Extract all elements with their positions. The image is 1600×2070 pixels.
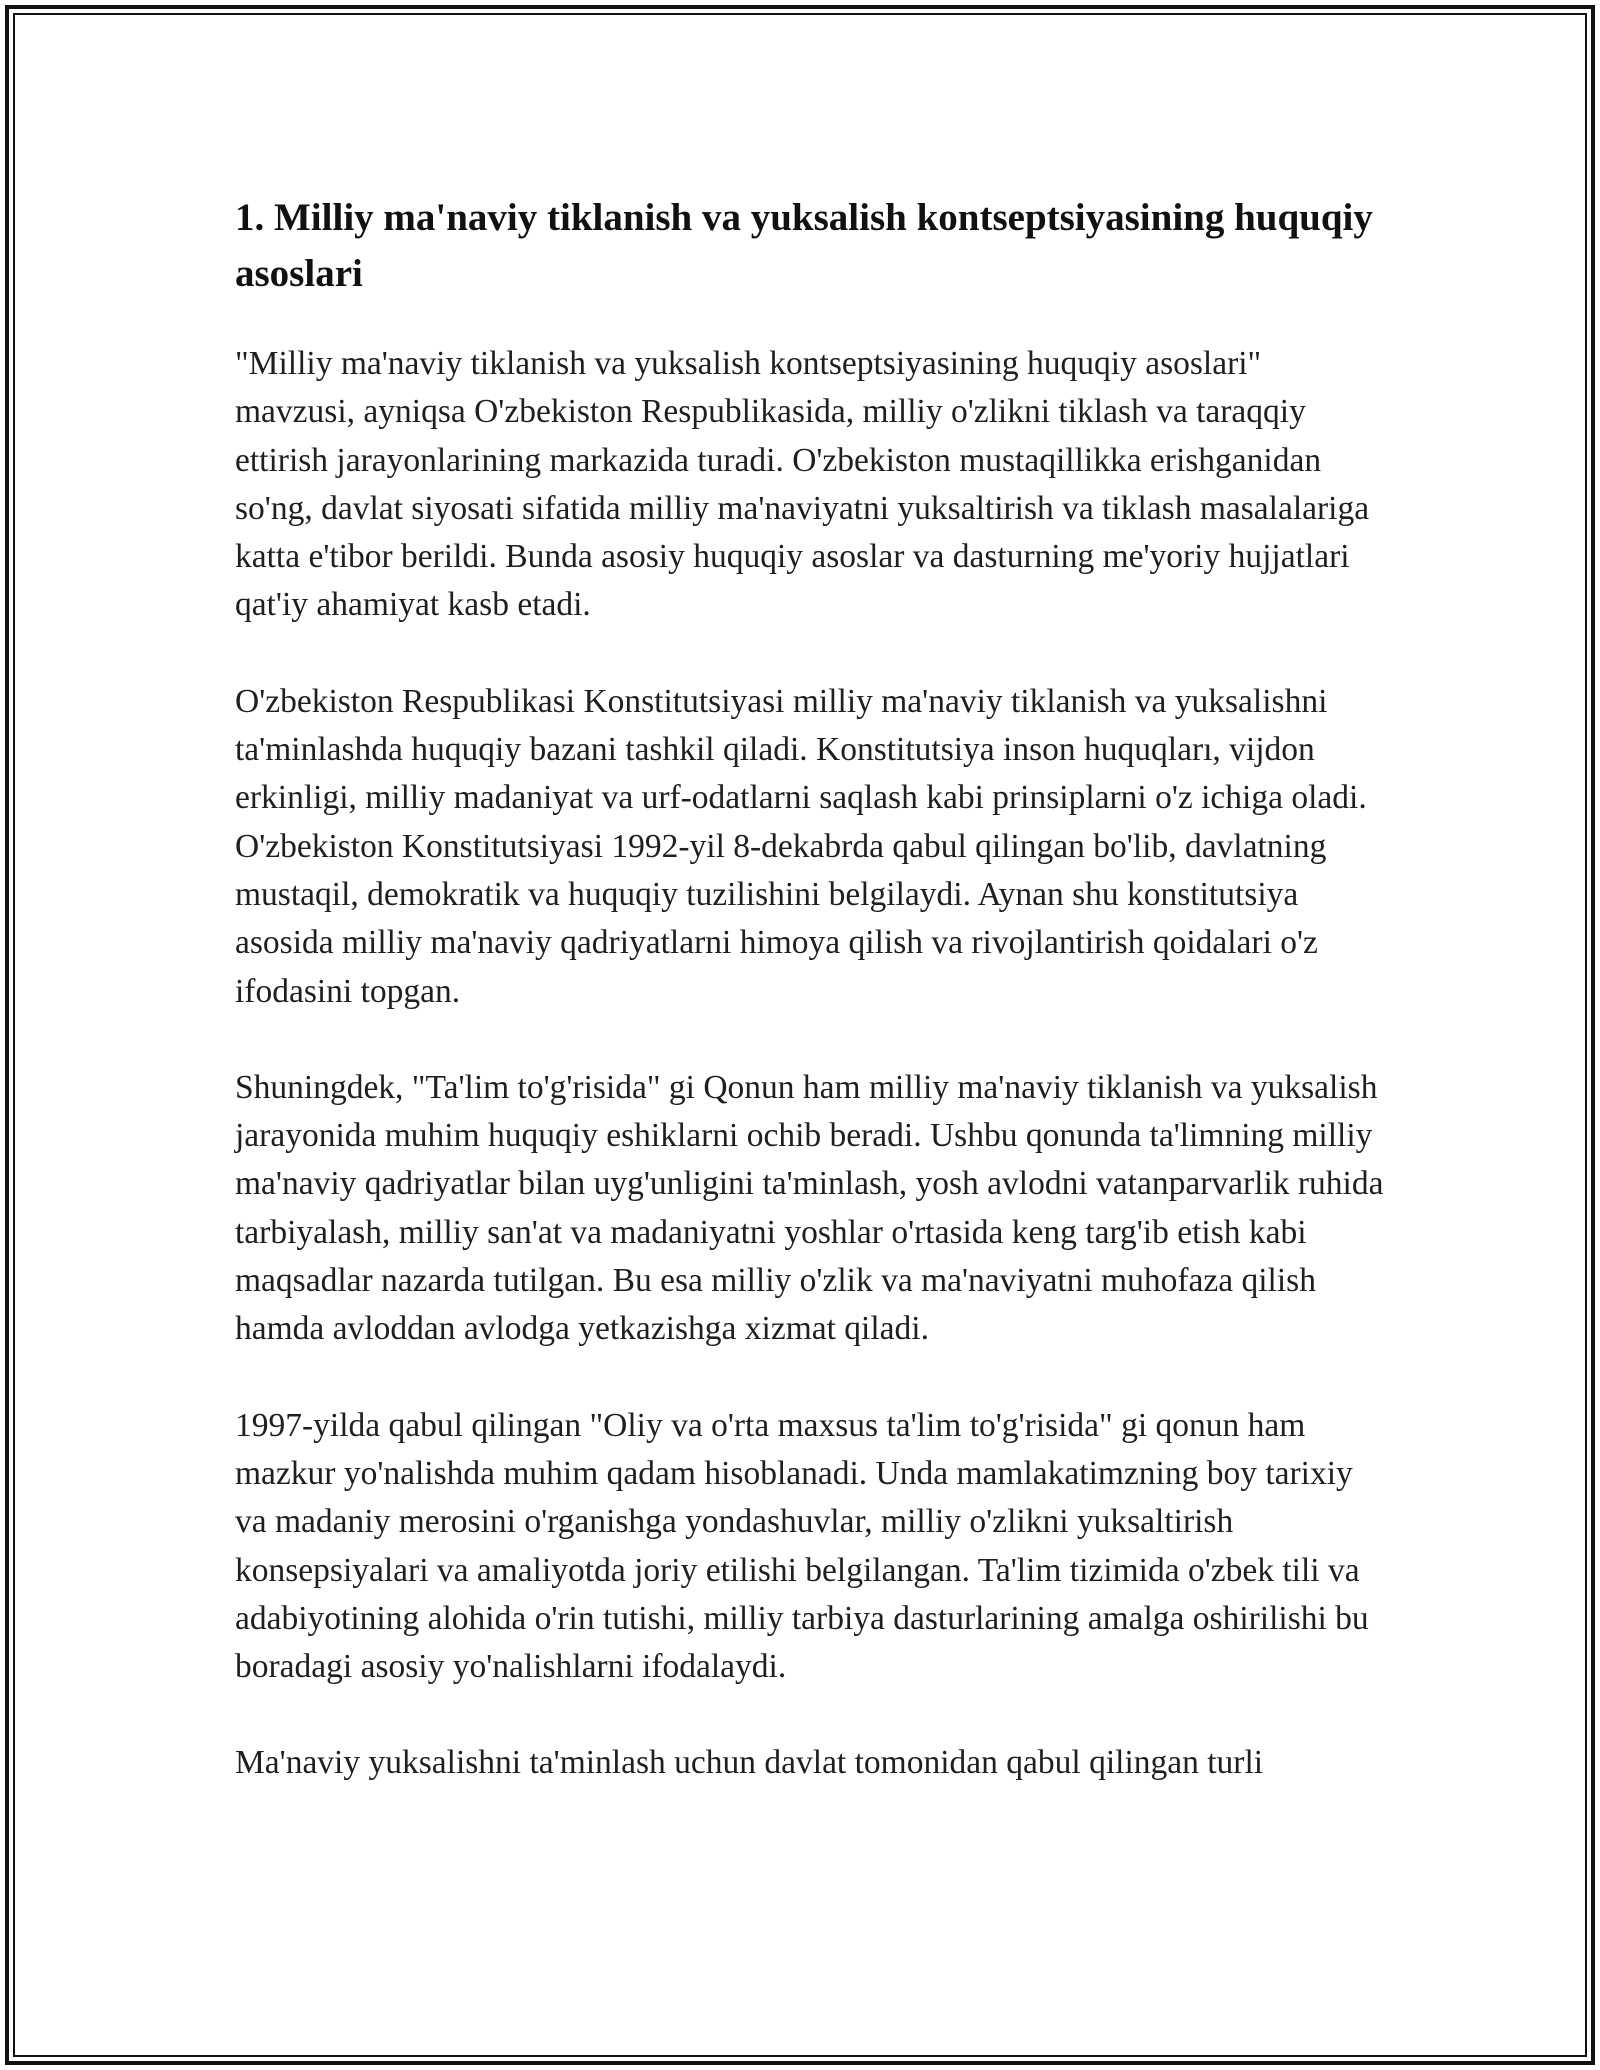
paragraph-1: "Milliy ma'naviy tiklanish va yuksalish kontseptsiyasining huquqiy asoslari" mavzusi, ayniqsa O'zbekiston Respublikasida, milliy o'zlikni tiklash va taraqqiy ettirish jarayonlarining markazida turadi. O'zbekiston mustaqillikka erishganidan so'ng, davlat siyosati sifatida milliy ma'naviyatni yuksaltirish va tiklash masalalariga katta e'tibor berildi. Bunda asosiy huquqiy asoslar va dasturning me'yoriy hujjatlari qat'iy ahamiyat kasb etadi. (235, 345, 1370, 624)
paragraph-3: Shuningdek, "Ta'lim to'g'risida" gi Qonun ham milliy ma'naviy tiklanish va yuksalish jarayonida muhim huquqiy eshiklarni ochib beradi. Ushbu qonunda ta'limning milliy ma'naviy qadriyatlar bilan uyg'unligini ta'minlash, yosh avlodni vatanparvarlik ruhida tarbiyalash, milliy san'at va madaniyatni yoshlar o'rtasida keng targ'ib etish kabi maqsadlar nazarda tutilgan. Bu esa milliy o'zlik va ma'naviyatni muhofaza qilish hamda avloddan avlodga yetkazishga xizmat qiladi. (235, 1068, 1384, 1348)
paragraph-2: O'zbekiston Respublikasi Konstitutsiyasi milliy ma'naviy tiklanish va yuksalishni ta'minlashda huquqiy bazani tashkil qiladi. Konstitutsiya inson huquqları, vijdon erkinligi, milliy madaniyat va urf-odatlarni saqlash kabi prinsiplarni o'z ichiga oladi. O'zbekiston Konstitutsiyasi 1992-yil 8-dekabrda qabul qilingan bo'lib, davlatning mustaqil, demokratik va huquqiy tuzilishini belgilaydi. Aynan shu konstitutsiya asosida milliy ma'naviy qadriyatlarni himoya qilish va rivojlantirish qoidalari o'z ifodasini topgan. (235, 682, 1367, 1010)
paragraph-4: 1997-yilda qabul qilingan "Oliy va o'rta maxsus ta'lim to'g'risida" gi qonun ham mazkur yo'nalishda muhim qadam hisoblanadi. Unda mamlakatimzning boy tarixiy va madaniy merosini o'rganishga yondashuvlar, milliy o'zlikni yuksaltirish konsepsiyalari va amaliyotda joriy etilishi belgilangan. Ta'lim tizimida o'zbek tili va adabiyotining alohida o'rin tutishi, milliy tarbiya dasturlarining amalga oshirilishi bu boradagi asosiy yo'nalishlarni ifodalaydi. (235, 1406, 1369, 1686)
document-body (235, 190, 1385, 1836)
paragraph-5: Ma'naviy yuksalishni ta'minlash uchun davlat tomonidan qabul qilingan turli (235, 1744, 1264, 1782)
section-heading: 1. Milliy ma'naviy tiklanish va yuksalish kontseptsiyasining huquqiy asoslari (235, 196, 1373, 295)
